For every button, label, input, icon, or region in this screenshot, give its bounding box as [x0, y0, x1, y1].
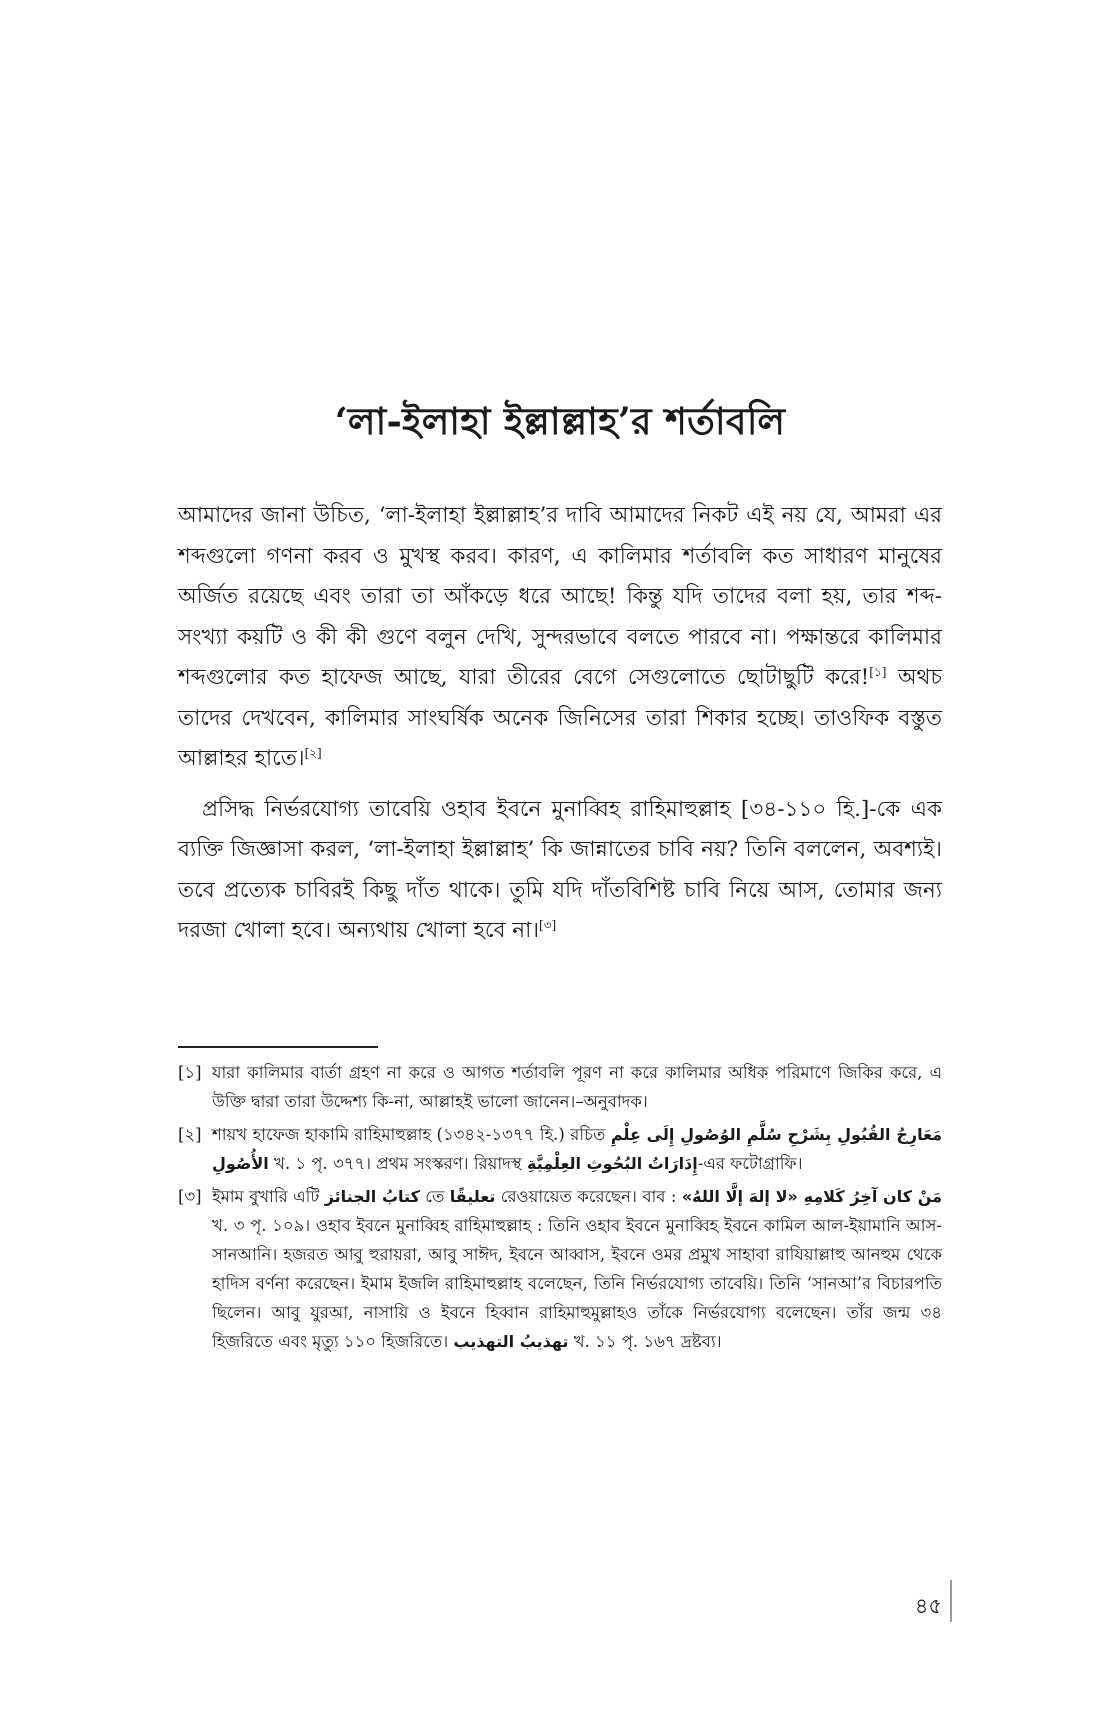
- page-number-divider: [950, 1580, 952, 1622]
- footnote-3-part-c: রেওয়ায়েত করেছেন। বাব :: [495, 1187, 682, 1206]
- footnote-3-arabic-book: كتابُ الجنائز: [324, 1187, 420, 1206]
- footnote-ref-1[interactable]: [১]: [869, 664, 887, 679]
- footnote-2-part-c: -এর ফটোগ্রাফি।: [697, 1154, 803, 1173]
- chapter-title: ‘লা-ইলাহা ইল্লাল্লাহ’র শর্তাবলি: [334, 399, 786, 443]
- paragraph-1: [178, 496, 942, 780]
- footnote-1: [178, 1058, 942, 1116]
- paragraph-2-text: প্রসিদ্ধ নির্ভরযোগ্য তাবেয়ি ওহাব ইবনে মুনাব্বিহ রাহিমাহুল্লাহ [৩৪-১১০ হি.]-কে এক ব্যক্তি জিজ্ঞাসা করল, ‘লা-ইলাহা ইল্লাল্লাহ’ কি জান্নাতের চাবি নয়? তিনি বললেন, অবশ্যই। তবে প্রত্যেক চাবিরই কিছু দাঁত থাকে। তুমি যদি দাঁতবিশিষ্ট চাবি নিয়ে আস, তোমার জন্য দরজা খোলা হবে। অন্যথায় খোলা হবে না।: [178, 796, 942, 943]
- footnote-2: [178, 1120, 942, 1178]
- footnote-2-part-a: শায়খ হাফেজ হাকামি রাহিমাহুল্লাহ (১৩৪২-১৩৭৭ হি.) রচিত: [212, 1125, 611, 1144]
- paragraph-1-text-cont: অথচ তাদের দেখবেন, কালিমার সাংঘর্ষিক অনেক জিনিসের তারা শিকার হচ্ছে। তাওফিক বস্তুত আল্লাহর হাতে।: [178, 665, 942, 771]
- footnote-2-arabic-title: مَعَارِجُ القُبُولِ بِشَرْحِ سُلَّمِ الوُصُولِ إِلَى عِلْمِ الأُصُولِ: [212, 1125, 943, 1173]
- footnote-1-text: যারা কালিমার বার্তা গ্রহণ না করে ও আগত শর্তাবলি পূরণ না করে কালিমার অধিক পরিমাণে জিকির করে, এ উক্তি দ্বারা তারা উদ্দেশ্য কি-না, আল্লাহই ভালো জানেন।–অনুবাদক।: [212, 1063, 942, 1111]
- footnote-ref-3[interactable]: [৩]: [539, 917, 557, 932]
- footnote-3-part-e: খ. ১১ পৃ. ১৬৭ দ্রষ্টব্য।: [568, 1332, 722, 1351]
- footnotes: [178, 1058, 942, 1360]
- page-number: ৪৫: [914, 1594, 942, 1618]
- main-text: [178, 496, 942, 962]
- footnote-2-mark: [২]: [178, 1125, 202, 1144]
- footnote-3: [178, 1182, 942, 1356]
- footnote-2-text: [212, 1120, 942, 1178]
- footnote-3-mark: [৩]: [178, 1187, 202, 1206]
- footnote-3-part-d: খ. ৩ পৃ. ১০৯। ওহাব ইবনে মুনাব্বিহ রাহিমাহুল্লাহ : তিনি ওহাব ইবনে মুনাব্বিহ ইবনে কামিল আল-ইয়ামানি আস-সানআনি। হজরত আবু হুরায়রা, আবু সাঈদ, ইবনে আব্বাস, ইবনে ওমর প্রমুখ সাহাবা রাযিয়াল্লাহু আনহুম থেকে হাদিস বর্ণনা করেছেন। ইমাম ইজলি রাহিমাহুল্লাহ বলেছেন, তিনি নির্ভরযোগ্য তাবেয়ি। তিনি ‘সানআ’র বিচারপতি ছিলেন। আবু যুরআ, নাসায়ি ও ইবনে হিব্বান রাহিমাহুমুল্লাহও তাঁকে নির্ভরযোগ্য বলেছেন। তাঁর জন্ম ৩৪ হিজরিতে এবং মৃত্যু ১১০ হিজরিতে।: [212, 1216, 942, 1351]
- footnote-3-part-b: তে: [419, 1187, 450, 1206]
- paragraph-2: [178, 790, 942, 952]
- footnote-ref-2[interactable]: [২]: [304, 745, 322, 760]
- footnote-2-part-b: খ. ১ পৃ. ৩৭৭। প্রথম সংস্করণ। রিয়াদস্থ: [268, 1154, 527, 1173]
- footnote-3-part-a: ইমাম বুখারি এটি: [212, 1187, 325, 1206]
- footnote-2-arabic-publisher: إِدَارَاتُ البُحُوثِ العِلْمِيَّةِ: [526, 1154, 698, 1173]
- footnote-3-arabic-taliq: تعليقًا: [449, 1187, 496, 1206]
- paragraph-1-text: আমাদের জানা উচিত, ‘লা-ইলাহা ইল্লাল্লাহ’র দাবি আমাদের নিকট এই নয় যে, আমরা এর শব্দগুলো গণনা করব ও মুখস্থ করব। কারণ, এ কালিমার শর্তাবলি কত সাধারণ মানুষের অর্জিত রয়েছে এবং তারা তা আঁকড়ে ধরে আছে! কিন্তু যদি তাদের বলা হয়, তার শব্দ-সংখ্যা কয়টি ও কী কী গুণে বলুন দেখি, সুন্দরভাবে বলতে পারবে না। পক্ষান্তরে কালিমার শব্দগুলোর কত হাফেজ আছে, যারা তীরের বেগে সেগুলোতে ছোটাছুটি করে!: [178, 503, 942, 690]
- footnote-3-arabic-chapter: مَنْ كان آخِرُ كَلامِهِ «لا إلهَ إلَّا اللهُ»: [681, 1187, 943, 1206]
- footnote-3-arabic-tahdhib: تهذيبُ التهذيب: [453, 1332, 569, 1351]
- footnote-1-mark: [১]: [178, 1063, 202, 1082]
- footnote-divider: [178, 1046, 378, 1048]
- footnote-3-text: [212, 1182, 942, 1356]
